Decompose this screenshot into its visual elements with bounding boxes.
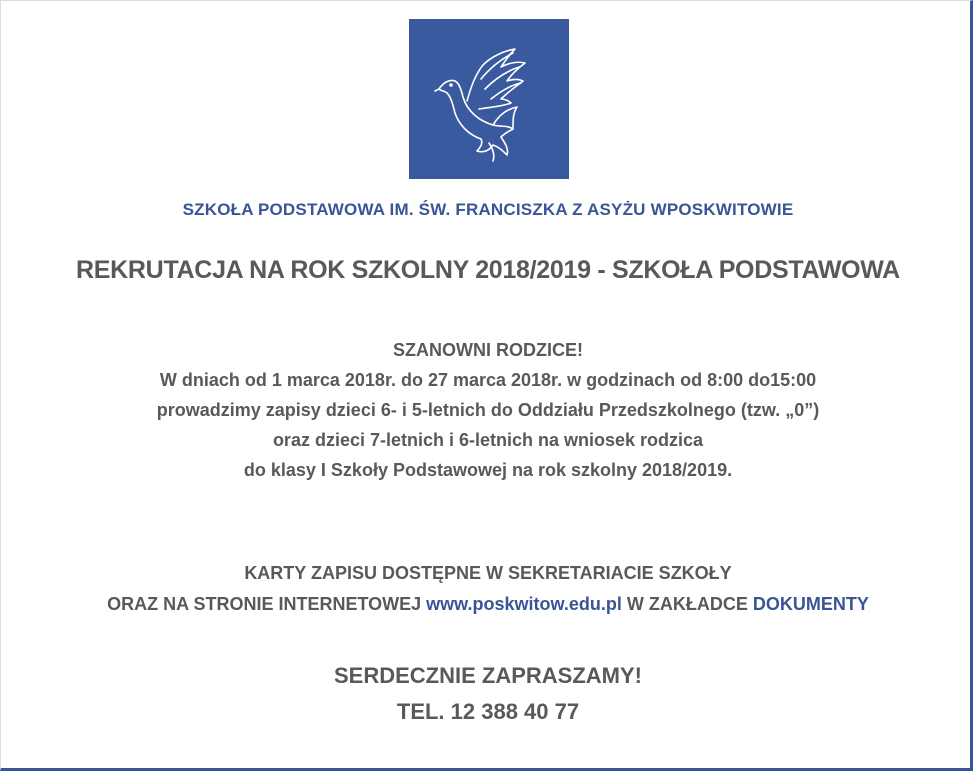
phone-number: TEL. 12 388 40 77 bbox=[396, 699, 580, 724]
documents-link[interactable]: DOKUMENTY bbox=[752, 594, 869, 614]
closing-block bbox=[0, 658, 976, 730]
website-link[interactable]: www.poskwitow.edu.pl bbox=[426, 594, 622, 614]
dove-icon bbox=[409, 19, 569, 179]
body-line: do klasy I Szkoły Podstawowej na rok szkolny 2018/2019. bbox=[243, 460, 733, 480]
registration-cards-info bbox=[0, 558, 976, 620]
cards-line-1: KARTY ZAPISU DOSTĘPNE W SEKRETARIACIE SZKOŁY bbox=[244, 563, 732, 583]
page-title: REKRUTACJA NA ROK SZKOLNY 2018/2019 - SZKOŁA PODSTAWOWA bbox=[76, 256, 900, 284]
cards-line-2-middle: W ZAKŁADCE bbox=[626, 594, 748, 614]
body-line: oraz dzieci 7-letnich i 6-letnich na wniosek rodzica bbox=[272, 430, 704, 450]
greeting: SZANOWNI RODZICE! bbox=[393, 340, 583, 360]
school-name: SZKOŁA PODSTAWOWA IM. ŚW. FRANCISZKA Z ASYŻU WPOSKWITOWIE bbox=[182, 200, 794, 219]
invitation-text: SERDECZNIE ZAPRASZAMY! bbox=[333, 663, 642, 688]
cards-line-2 bbox=[0, 589, 976, 620]
body-line: prowadzimy zapisy dzieci 6- i 5-letnich do Oddziału Przedszkolnego (tzw. „0”) bbox=[156, 400, 820, 420]
announcement-body bbox=[0, 335, 976, 485]
cards-line-2-prefix: ORAZ NA STRONIE INTERNETOWEJ bbox=[107, 594, 422, 614]
body-line: W dniach od 1 marca 2018r. do 27 marca 2018r. w godzinach od 8:00 do15:00 bbox=[159, 370, 817, 390]
school-logo bbox=[409, 19, 569, 179]
